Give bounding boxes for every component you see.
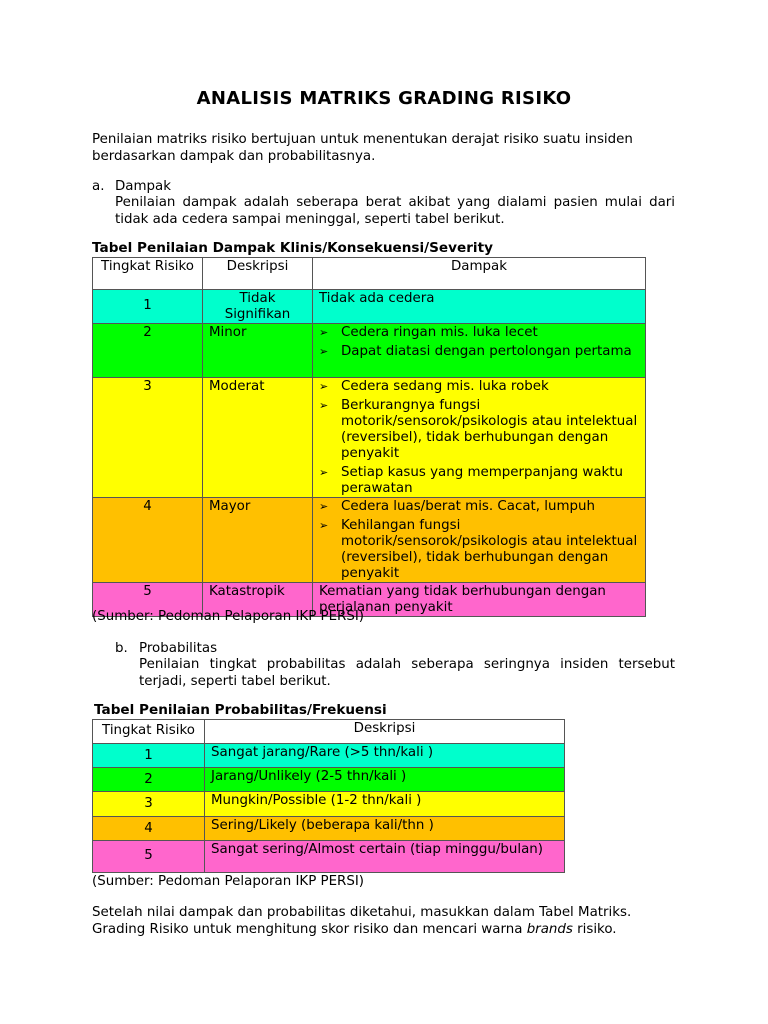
impact-bullet: ➢ Dapat diatasi dengan pertolongan pertama [319,344,639,360]
description-cell: Katastropik [203,583,313,617]
table-header-row [93,720,565,744]
level-cell: 5 [93,841,205,873]
header-tingkat-risiko: Tingkat Risiko [93,258,203,290]
section-b-marker: b. [115,641,128,656]
impact-text: Kematian yang tidak berhubungan dengan perjalanan penyakit [319,584,606,615]
description-cell: Jarang/Unlikely (2-5 thn/kali ) [205,768,565,792]
impact-table [92,257,646,617]
table-row [93,498,646,583]
level-cell: 1 [93,744,205,768]
level-cell: 4 [93,498,203,583]
header-deskripsi: Deskripsi [203,258,313,290]
table-row [93,841,565,873]
table-row [93,744,565,768]
table1-source: (Sumber: Pedoman Pelaporan IKP PERSI) [92,609,365,624]
impact-bullet: ➢ Setiap kasus yang memperpanjang waktu perawatan [319,465,639,497]
level-cell: 4 [93,817,205,841]
table-header-row [93,258,646,290]
impact-cell [313,324,646,378]
section-b-body: Penilaian tingkat probabilitas adalah seberapa seringnya insiden tersebut terjadi, seperti tabel berikut. [139,657,675,689]
header-tingkat-risiko: Tingkat Risiko [93,720,205,744]
section-b-heading: Probabilitas [139,641,218,656]
table-row [93,324,646,378]
intro-paragraph: Penilaian matriks risiko bertujuan untuk menentukan derajat risiko suatu insiden berdasarkan dampak dan probabilitasnya. [92,132,633,164]
table-row [93,290,646,324]
impact-bullet: ➢ Berkurangnya fungsi motorik/sensorok/psikologis atau intelektual (reversibel), tidak berhubungan dengan penyakit [319,398,639,462]
level-cell: 2 [93,768,205,792]
impact-bullet: ➢ Cedera luas/berat mis. Cacat, lumpuh [319,499,639,515]
table-row [93,792,565,817]
level-cell: 3 [93,792,205,817]
impact-cell [313,498,646,583]
description-cell: Mungkin/Possible (1-2 thn/kali ) [205,792,565,817]
header-deskripsi: Deskripsi [205,720,565,744]
level-cell: 5 [93,583,203,617]
probability-table [92,719,565,873]
impact-text: Tidak ada cedera [319,291,435,306]
description-cell: Mayor [203,498,313,583]
table2-caption: Tabel Penilaian Probabilitas/Frekuensi [94,702,387,718]
section-a-heading: Dampak [115,179,172,194]
table-row [93,378,646,498]
header-dampak: Dampak [313,258,646,290]
table1-caption: Tabel Penilaian Dampak Klinis/Konsekuensi/Severity [92,240,493,256]
description-cell: Sering/Likely (beberapa kali/thn ) [205,817,565,841]
description-cell: Moderat [203,378,313,498]
level-cell: 3 [93,378,203,498]
description-cell: Sangat jarang/Rare (>5 thn/kali ) [205,744,565,768]
description-cell: Tidak Signifikan [203,290,313,324]
impact-bullet: ➢ Cedera sedang mis. luka robek [319,379,639,395]
table-row [93,817,565,841]
closing-text-end: risiko. [572,922,617,937]
page-title: ANALISIS MATRIKS GRADING RISIKO [196,88,572,109]
table2-source: (Sumber: Pedoman Pelaporan IKP PERSI) [92,874,365,889]
description-cell: Minor [203,324,313,378]
impact-cell [313,378,646,498]
level-cell: 2 [93,324,203,378]
description-cell: Sangat sering/Almost certain (tiap minggu/bulan) [205,841,565,873]
impact-bullet: ➢ Kehilangan fungsi motorik/sensorok/psikologis atau intelektual (reversibel), tidak berhubungan dengan penyakit [319,518,639,582]
closing-text: Setelah nilai dampak dan probabilitas diketahui, masukkan dalam Tabel Matriks. Grading Risiko untuk menghitung skor risiko dan mencari warna [92,905,632,937]
impact-cell [313,290,646,324]
closing-emphasis: brands [526,922,573,937]
impact-bullet: ➢ Cedera ringan mis. luka lecet [319,325,639,341]
level-cell: 1 [93,290,203,324]
closing-paragraph [92,904,682,938]
table-row [93,768,565,792]
section-a-marker: a. [92,179,105,194]
section-a-body: Penilaian dampak adalah seberapa berat akibat yang dialami pasien mulai dari tidak ada cedera sampai meninggal, seperti tabel berikut. [115,195,675,227]
